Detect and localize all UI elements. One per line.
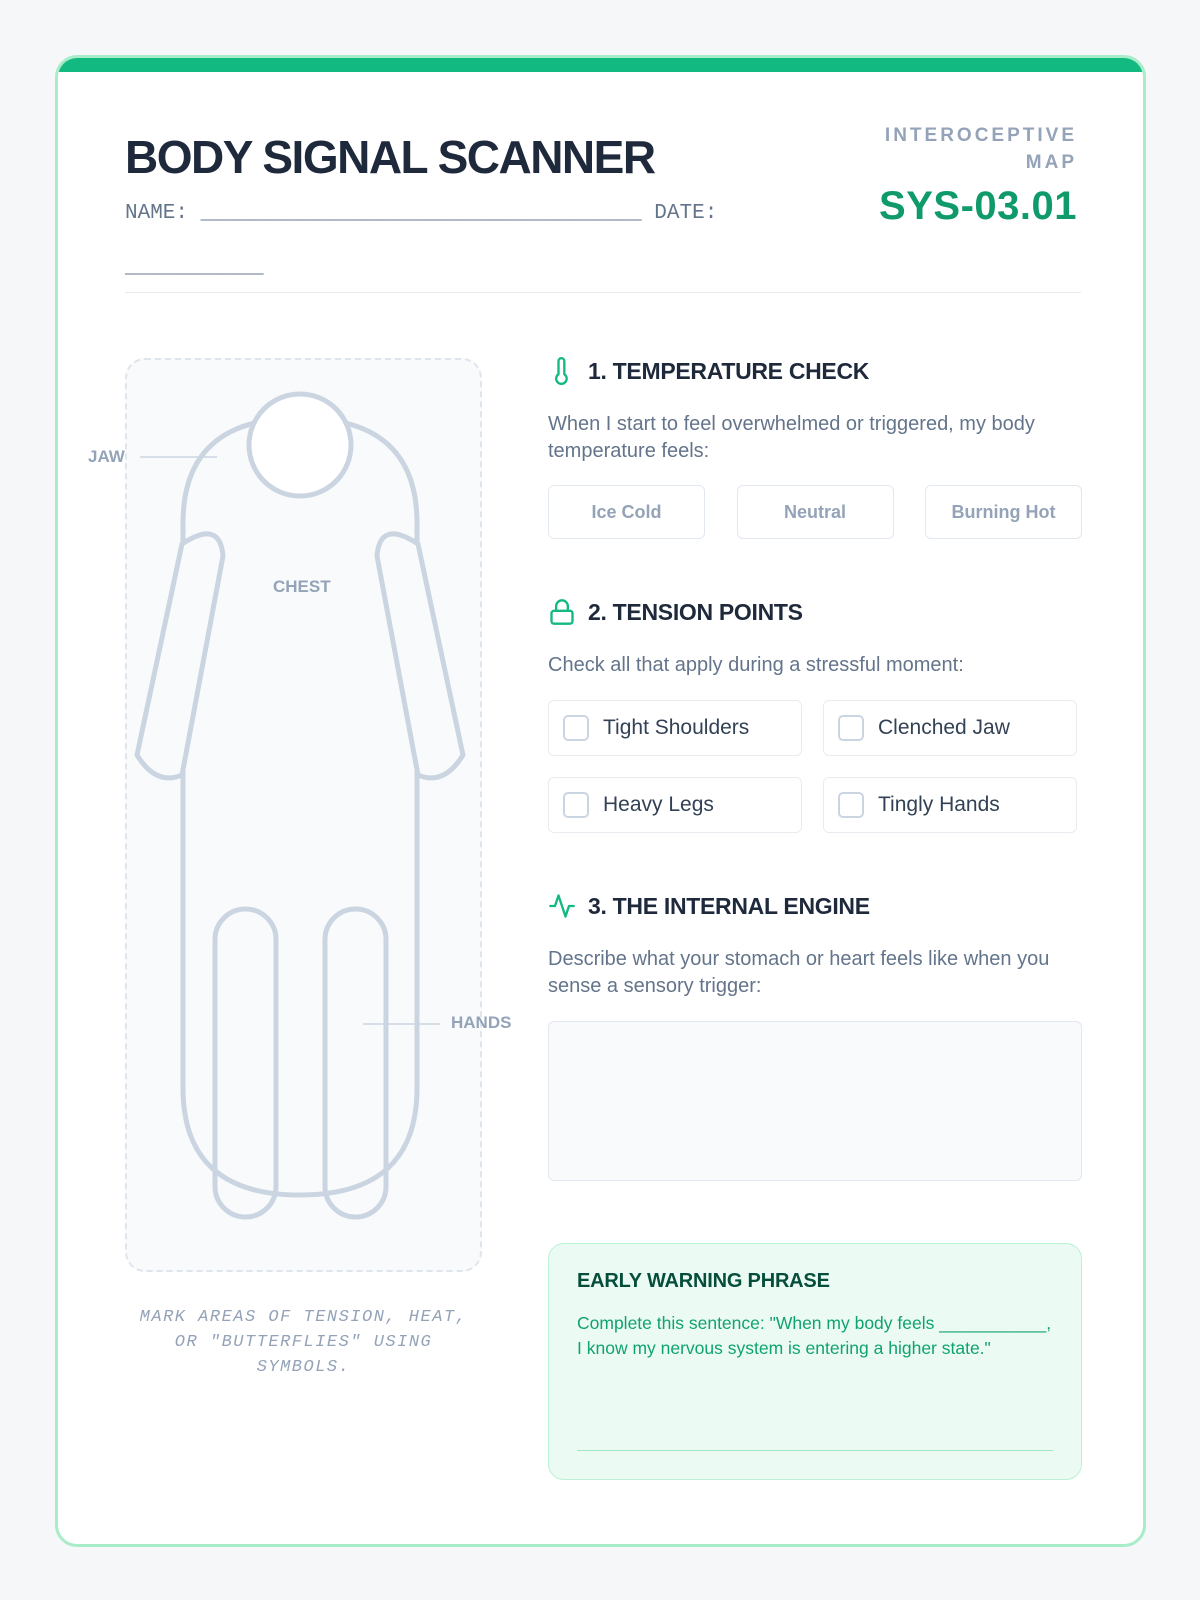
map-label: INTEROCEPTIVE MAP xyxy=(884,125,1077,173)
checkbox-label: Heavy Legs xyxy=(603,793,714,816)
engine-title: 3. THE INTERNAL ENGINE xyxy=(588,892,870,919)
diagram-caption: MARK AREAS OF TENSION, HEAT, OR "BUTTERFLIES" USING SYMBOLS. xyxy=(139,1308,468,1377)
torso-outline xyxy=(183,418,417,1195)
temperature-prompt: When I start to feel overwhelmed or triggered, my body temperature feels: xyxy=(548,413,1035,462)
body-outline-diagram xyxy=(125,358,482,1272)
header-divider xyxy=(125,292,1081,293)
name-date-line: NAME: ___________________________________ DATE: ___________ xyxy=(125,202,730,279)
lock-icon xyxy=(548,598,576,626)
early-warning-box xyxy=(548,1243,1082,1480)
checkbox-label: Clenched Jaw xyxy=(878,716,1010,739)
check-tight-shoulders[interactable] xyxy=(548,700,802,756)
option-burning-hot[interactable]: Burning Hot xyxy=(925,485,1082,539)
tension-prompt: Check all that apply during a stressful moment: xyxy=(548,654,964,676)
worksheet-code: SYS-03.01 xyxy=(879,184,1077,228)
check-tingly-hands[interactable] xyxy=(823,777,1077,833)
right-arm-outline xyxy=(377,534,463,778)
left-leg-outline xyxy=(215,909,276,1217)
tension-section xyxy=(548,596,1082,833)
warning-text: Complete this sentence: "When my body feels ___________, I know my nervous system is entering a higher state." xyxy=(577,1313,1052,1358)
temperature-options xyxy=(548,485,1082,539)
warning-title: EARLY WARNING PHRASE xyxy=(577,1270,830,1292)
check-heavy-legs[interactable] xyxy=(548,777,802,833)
checkbox[interactable] xyxy=(838,792,864,818)
activity-icon xyxy=(548,892,576,920)
checkbox-label: Tight Shoulders xyxy=(603,716,750,739)
checkbox[interactable] xyxy=(838,715,864,741)
page-title: BODY SIGNAL SCANNER xyxy=(125,131,655,183)
tension-checklist xyxy=(548,700,1082,833)
tension-title: 2. TENSION POINTS xyxy=(588,598,803,625)
worksheet-card xyxy=(55,55,1146,1547)
accent-bar xyxy=(58,58,1143,72)
checkbox[interactable] xyxy=(563,715,589,741)
checkbox-label: Tingly Hands xyxy=(878,793,1000,816)
thermometer-icon xyxy=(548,357,576,385)
option-neutral[interactable]: Neutral xyxy=(737,485,894,539)
left-arm-outline xyxy=(137,534,223,778)
chest-label: CHEST xyxy=(273,577,331,596)
engine-section xyxy=(548,890,1082,1181)
option-ice-cold[interactable]: Ice Cold xyxy=(548,485,705,539)
hands-label: HANDS xyxy=(451,1013,512,1032)
head-outline xyxy=(249,394,351,496)
checkbox[interactable] xyxy=(563,792,589,818)
temperature-title: 1. TEMPERATURE CHECK xyxy=(588,357,870,384)
engine-prompt: Describe what your stomach or heart feels like when you sense a sensory trigger: xyxy=(548,948,1050,997)
check-clenched-jaw[interactable] xyxy=(823,700,1077,756)
temperature-section xyxy=(548,355,1082,539)
warning-answer-line[interactable] xyxy=(577,1450,1053,1452)
engine-response-area[interactable] xyxy=(548,1021,1082,1181)
right-leg-outline xyxy=(325,909,386,1217)
jaw-label: JAW xyxy=(88,447,125,466)
